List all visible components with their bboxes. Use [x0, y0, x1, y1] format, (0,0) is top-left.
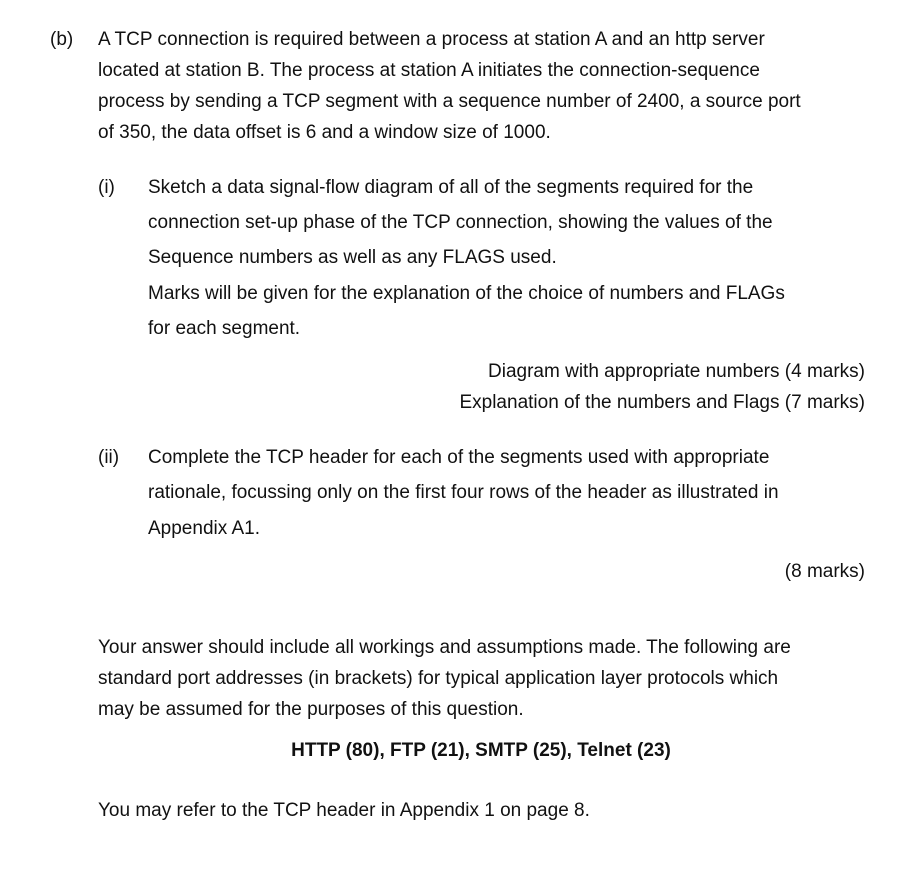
sub-i-line-3: Sequence numbers as well as any FLAGS used.: [148, 247, 557, 268]
sub-i-line-4: Marks will be given for the explanation of the choice of numbers and FLAGs: [148, 283, 785, 304]
sub-i-line-5: for each segment.: [148, 318, 301, 339]
sub-ii-line-2: rationale, focussing only on the first four rows of the header as illustrated in: [148, 482, 779, 503]
port-list: HTTP (80), FTP (21), SMTP (25), Telnet (23): [291, 740, 671, 761]
part-label: (b): [50, 29, 74, 50]
intro-line-3: process by sending a TCP segment with a sequence number of 2400, a source port: [98, 91, 801, 112]
intro-line-4: of 350, the data offset is 6 and a window size of 1000.: [98, 122, 551, 143]
sub-i-line-2: connection set-up phase of the TCP connection, showing the values of the: [148, 212, 773, 233]
appendix-reference: You may refer to the TCP header in Appendix 1 on page 8.: [98, 800, 590, 821]
note-line-2: standard port addresses (in brackets) for typical application layer protocols which: [98, 668, 779, 689]
intro-line-2: located at station B. The process at station A initiates the connection-sequence: [98, 60, 760, 81]
sub-ii-line-1: Complete the TCP header for each of the segments used with appropriate: [148, 447, 770, 468]
sub-ii-line-3: Appendix A1.: [148, 518, 260, 539]
sub-i-marks-diagram: Diagram with appropriate numbers (4 marks): [488, 361, 865, 382]
sub-ii-marks: (8 marks): [784, 561, 865, 582]
sub-i-line-1: Sketch a data signal-flow diagram of all of the segments required for the: [148, 177, 754, 198]
note-line-1: Your answer should include all workings and assumptions made. The following are: [98, 637, 791, 658]
intro-line-1: A TCP connection is required between a process at station A and an http server: [98, 29, 765, 50]
sub-ii-label: (ii): [98, 447, 120, 468]
sub-i-marks-explanation: Explanation of the numbers and Flags (7 marks): [459, 392, 865, 413]
note-line-3: may be assumed for the purposes of this question.: [98, 699, 524, 720]
sub-i-label: (i): [98, 177, 115, 198]
